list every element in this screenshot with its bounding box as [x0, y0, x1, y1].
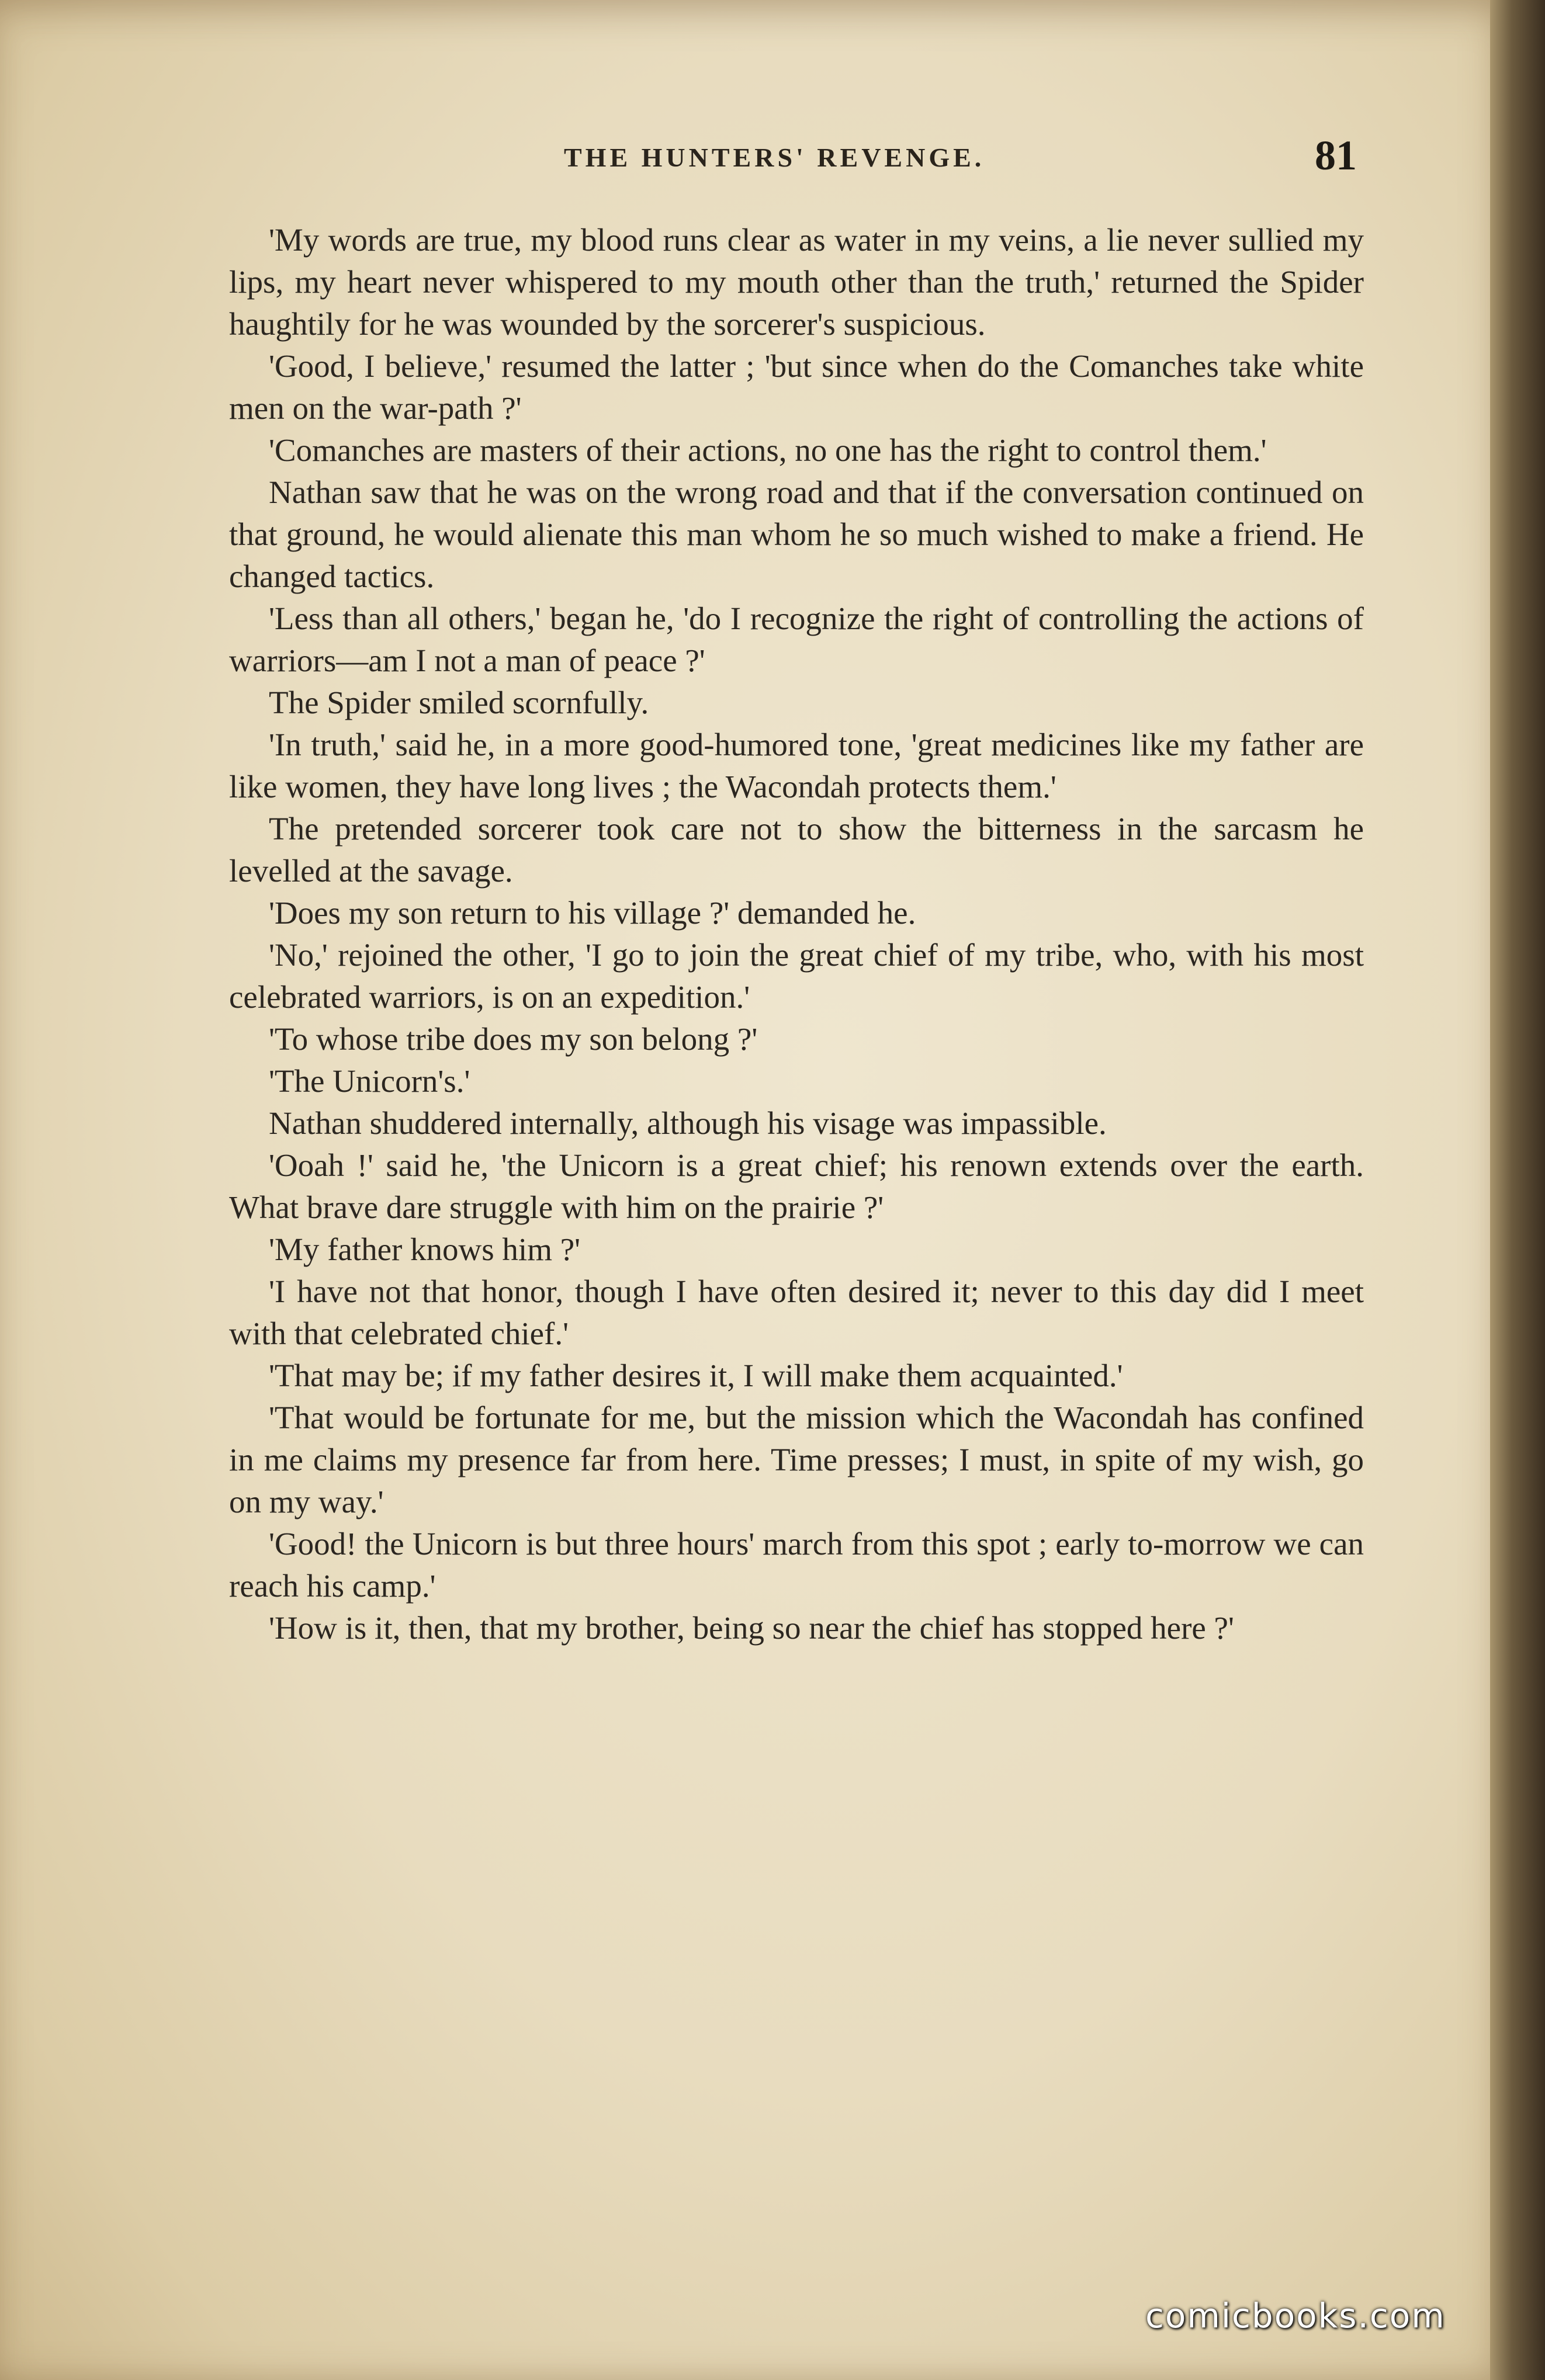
paragraph: 'How is it, then, that my brother, being so near the chief has stopped here ?'	[269, 1610, 1234, 1646]
paragraph: 'Comanches are masters of their actions, no one has the right to control them.'	[269, 432, 1267, 468]
paragraph: 'Ooah !' said he, 'the Unicorn is a great chief; his renown extends over the earth. What brave dare struggle with him on the prairie ?'	[229, 1147, 1364, 1225]
page-edge	[1490, 0, 1545, 2380]
paragraph: 'My words are true, my blood runs clear as water in my veins, a lie never sullied my lips, my heart never whispered to my mouth other than the truth,' returned the Spider haughtily for he was wounded by the sorcerer's suspicious.	[229, 222, 1364, 342]
watermark: comicbooks.com	[1145, 2296, 1446, 2336]
paragraph: 'That would be fortunate for me, but the mission which the Wacondah has confined in me claims my presence far from here. Time presses; I must, in spite of my wish, go on my way.'	[229, 1400, 1364, 1519]
paragraph: 'Good! the Unicorn is but three hours' march from this spot ; early to-morrow we can reach his camp.'	[229, 1526, 1364, 1604]
paragraph: 'In truth,' said he, in a more good-humored tone, 'great medicines like my father are like women, they have long lives ; the Wacondah protects them.'	[229, 727, 1364, 804]
page-number: 81	[1315, 132, 1357, 179]
paragraph: 'My father knows him ?'	[269, 1231, 581, 1267]
paragraph: 'To whose tribe does my son belong ?'	[269, 1021, 758, 1057]
paragraph: Nathan saw that he was on the wrong road and that if the conversation continued on that ground, he would alienate this man whom he so much wished to make a friend. He changed tactics.	[229, 474, 1364, 594]
running-head: THE HUNTERS' REVENGE.	[564, 143, 985, 172]
paragraph: The pretended sorcerer took care not to show the bitterness in the sarcasm he levelled at the savage.	[229, 811, 1364, 889]
paragraph: 'That may be; if my father desires it, I will make them acquainted.'	[269, 1358, 1123, 1393]
page-header	[0, 131, 1513, 184]
paragraph: 'I have not that honor, though I have often desired it; never to this day did I meet with that celebrated chief.'	[229, 1274, 1364, 1351]
paragraph: The Spider smiled scornfully.	[269, 685, 649, 720]
body-text	[229, 219, 1364, 1649]
paragraph: 'Does my son return to his village ?' demanded he.	[269, 895, 916, 931]
paragraph: Nathan shuddered internally, although his visage was impassible.	[269, 1105, 1107, 1141]
paragraph: 'The Unicorn's.'	[269, 1063, 470, 1099]
paragraph: 'Good, I believe,' resumed the latter ; 'but since when do the Comanches take white men on the war-path ?'	[229, 348, 1364, 426]
paragraph: 'Less than all others,' began he, 'do I recognize the right of controlling the actions of warriors—am I not a man of peace ?'	[229, 601, 1364, 678]
paragraph: 'No,' rejoined the other, 'I go to join the great chief of my tribe, who, with his most celebrated warriors, is on an expedition.'	[229, 937, 1364, 1015]
